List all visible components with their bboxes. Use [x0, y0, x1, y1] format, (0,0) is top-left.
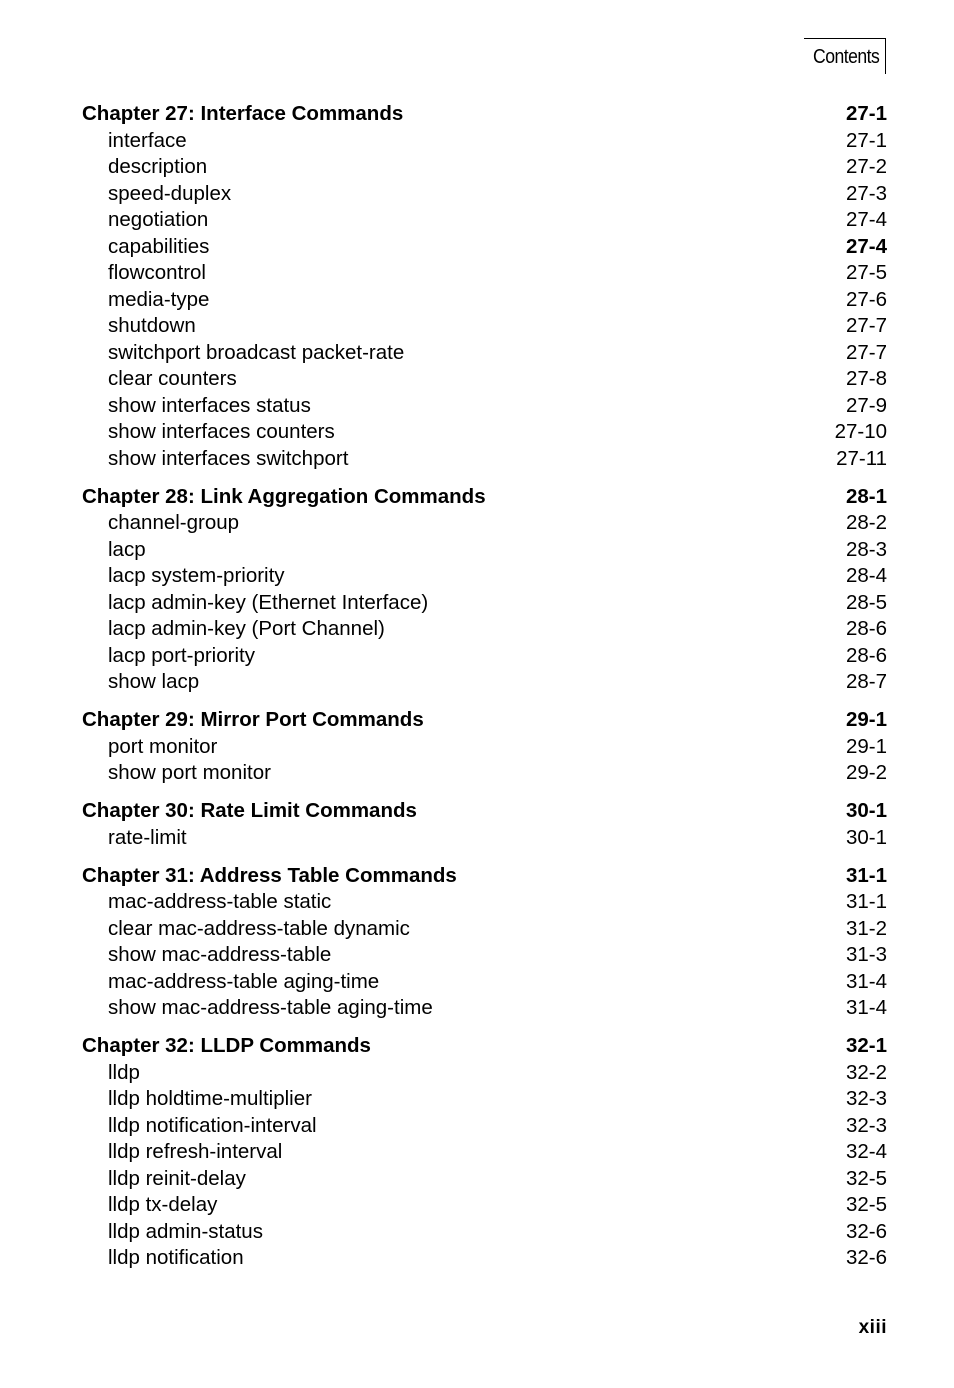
- chapter-page-number: 32-1: [845, 1034, 887, 1057]
- entry-title: lldp holdtime-multiplier: [108, 1087, 312, 1110]
- toc-chapter: [82, 863, 887, 1022]
- chapter-page-number: 31-1: [845, 863, 887, 887]
- chapter-heading[interactable]: [82, 863, 887, 890]
- entry-page-number: 31-1: [845, 890, 887, 913]
- table-of-contents: [82, 101, 887, 1283]
- entry-page-number: 27-9: [845, 393, 887, 417]
- entry-page-number: 27-11: [836, 446, 887, 470]
- toc-entry[interactable]: [82, 510, 887, 537]
- toc-entry[interactable]: [82, 419, 887, 446]
- toc-entry[interactable]: [82, 669, 887, 696]
- toc-entry[interactable]: [82, 287, 887, 314]
- chapter-heading[interactable]: [82, 484, 887, 511]
- entry-title: lldp: [108, 1060, 140, 1084]
- entry-page-number: 32-6: [845, 1246, 887, 1269]
- entry-page-number: 27-3: [845, 181, 887, 205]
- toc-entry[interactable]: [82, 643, 887, 670]
- toc-entry[interactable]: [82, 393, 887, 420]
- entry-page-number: 31-3: [845, 943, 887, 966]
- toc-entry[interactable]: [82, 734, 887, 761]
- entry-title: show interfaces switchport: [108, 446, 349, 470]
- entry-page-number: 28-2: [845, 511, 887, 534]
- toc-entry[interactable]: [82, 563, 887, 590]
- entry-page-number: 28-6: [845, 617, 887, 640]
- entry-page-number: 30-1: [845, 825, 887, 849]
- toc-entry[interactable]: [82, 760, 887, 787]
- entry-title: show mac-address-table aging-time: [108, 996, 433, 1019]
- entry-title: port monitor: [108, 734, 218, 758]
- chapter-heading[interactable]: [82, 798, 887, 825]
- entry-title: lacp: [108, 537, 146, 561]
- entry-title: show lacp: [108, 670, 200, 693]
- entry-title: channel-group: [108, 511, 240, 534]
- entry-page-number: 28-6: [845, 643, 887, 667]
- toc-chapter: [82, 101, 887, 472]
- toc-entry[interactable]: [82, 128, 887, 155]
- entry-title: show interfaces status: [108, 393, 311, 417]
- entry-page-number: 27-5: [845, 261, 887, 284]
- toc-entry[interactable]: [82, 1086, 887, 1113]
- toc-entry[interactable]: [82, 616, 887, 643]
- chapter-title: Chapter 32: LLDP Commands: [82, 1034, 371, 1057]
- toc-entry[interactable]: [82, 181, 887, 208]
- entry-title: lacp admin-key (Port Channel): [108, 617, 385, 640]
- entry-title: show interfaces counters: [108, 420, 335, 443]
- toc-entry[interactable]: [82, 969, 887, 996]
- toc-entry[interactable]: [82, 942, 887, 969]
- entry-title: lldp refresh-interval: [108, 1140, 283, 1163]
- entry-title: description: [108, 155, 208, 178]
- toc-entry[interactable]: [82, 207, 887, 234]
- entry-page-number: 31-4: [845, 996, 887, 1019]
- toc-chapter: [82, 798, 887, 851]
- entry-page-number: 28-7: [845, 670, 887, 693]
- running-header: [804, 38, 886, 74]
- entry-title: switchport broadcast packet-rate: [108, 340, 405, 364]
- toc-entry[interactable]: [82, 234, 887, 261]
- chapter-title: Chapter 27: Interface Commands: [82, 102, 404, 125]
- entry-page-number: 29-2: [845, 761, 887, 784]
- entry-page-number: 27-1: [845, 128, 887, 152]
- entry-title: lacp admin-key (Ethernet Interface): [108, 590, 429, 614]
- entry-page-number: 27-8: [845, 367, 887, 390]
- entry-title: shutdown: [108, 314, 196, 337]
- chapter-title: Chapter 28: Link Aggregation Commands: [82, 484, 486, 508]
- entry-page-number: 31-2: [845, 916, 887, 940]
- entry-page-number: 32-5: [845, 1166, 887, 1190]
- entry-title: media-type: [108, 287, 210, 311]
- chapter-title: Chapter 31: Address Table Commands: [82, 863, 457, 887]
- entry-title: lldp reinit-delay: [108, 1166, 246, 1190]
- page-number: xiii: [858, 1317, 887, 1338]
- toc-entry[interactable]: [82, 889, 887, 916]
- toc-entry[interactable]: [82, 590, 887, 617]
- entry-title: lldp admin-status: [108, 1219, 263, 1243]
- toc-entry[interactable]: [82, 366, 887, 393]
- entry-title: interface: [108, 128, 187, 152]
- toc-entry[interactable]: [82, 260, 887, 287]
- entry-title: flowcontrol: [108, 261, 206, 284]
- toc-entry[interactable]: [82, 1219, 887, 1246]
- entry-page-number: 32-6: [845, 1219, 887, 1243]
- entry-page-number: 27-6: [845, 287, 887, 311]
- toc-entry[interactable]: [82, 313, 887, 340]
- chapter-page-number: 30-1: [845, 799, 887, 822]
- entry-title: lldp notification: [108, 1246, 244, 1269]
- entry-page-number: 29-1: [845, 734, 887, 758]
- entry-page-number: 27-7: [845, 340, 887, 364]
- entry-page-number: 31-4: [845, 969, 887, 993]
- entry-title: lldp tx-delay: [108, 1193, 218, 1216]
- chapter-title: Chapter 30: Rate Limit Commands: [82, 799, 417, 822]
- toc-entry[interactable]: [82, 1245, 887, 1272]
- entry-page-number: 27-7: [845, 314, 887, 337]
- toc-entry[interactable]: [82, 1166, 887, 1193]
- entry-page-number: 27-2: [845, 155, 887, 178]
- chapter-title: Chapter 29: Mirror Port Commands: [82, 708, 424, 731]
- entry-title: show port monitor: [108, 761, 271, 784]
- toc-entry[interactable]: [82, 537, 887, 564]
- entry-title: rate-limit: [108, 825, 187, 849]
- toc-entry[interactable]: [82, 1060, 887, 1087]
- chapter-heading[interactable]: [82, 101, 887, 128]
- toc-entry[interactable]: [82, 1113, 887, 1140]
- entry-page-number: 32-5: [845, 1193, 887, 1216]
- toc-chapter: [82, 484, 887, 696]
- header-title: Contents: [812, 46, 879, 68]
- chapter-page-number: 29-1: [845, 708, 887, 731]
- toc-chapter: [82, 707, 887, 787]
- toc-entry[interactable]: [82, 154, 887, 181]
- entry-page-number: 27-4: [845, 208, 887, 231]
- entry-page-number: 28-3: [845, 537, 887, 561]
- toc-entry[interactable]: [82, 1139, 887, 1166]
- chapter-heading[interactable]: [82, 707, 887, 734]
- toc-entry[interactable]: [82, 825, 887, 852]
- entry-title: clear counters: [108, 367, 237, 390]
- entry-page-number: 32-2: [845, 1060, 887, 1084]
- entry-title: lldp notification-interval: [108, 1113, 317, 1137]
- chapter-page-number: 27-1: [845, 102, 887, 125]
- entry-title: negotiation: [108, 208, 209, 231]
- entry-title: lacp port-priority: [108, 643, 255, 667]
- toc-entry[interactable]: [82, 916, 887, 943]
- entry-title: speed-duplex: [108, 181, 232, 205]
- toc-entry[interactable]: [82, 1192, 887, 1219]
- entry-title: lacp system-priority: [108, 564, 285, 587]
- entry-page-number: 27-4: [845, 234, 887, 258]
- toc-entry[interactable]: [82, 446, 887, 473]
- entry-title: mac-address-table aging-time: [108, 969, 380, 993]
- entry-page-number: 28-5: [845, 590, 887, 614]
- entry-page-number: 28-4: [845, 564, 887, 587]
- entry-title: capabilities: [108, 234, 210, 258]
- entry-page-number: 32-4: [845, 1140, 887, 1163]
- chapter-page-number: 28-1: [845, 484, 887, 508]
- entry-title: clear mac-address-table dynamic: [108, 916, 410, 940]
- chapter-heading[interactable]: [82, 1033, 887, 1060]
- entry-title: mac-address-table static: [108, 890, 332, 913]
- entry-title: show mac-address-table: [108, 943, 332, 966]
- entry-page-number: 32-3: [845, 1087, 887, 1110]
- entry-page-number: 27-10: [834, 420, 887, 443]
- toc-chapter: [82, 1033, 887, 1272]
- toc-entry[interactable]: [82, 995, 887, 1022]
- entry-page-number: 32-3: [845, 1113, 887, 1137]
- toc-entry[interactable]: [82, 340, 887, 367]
